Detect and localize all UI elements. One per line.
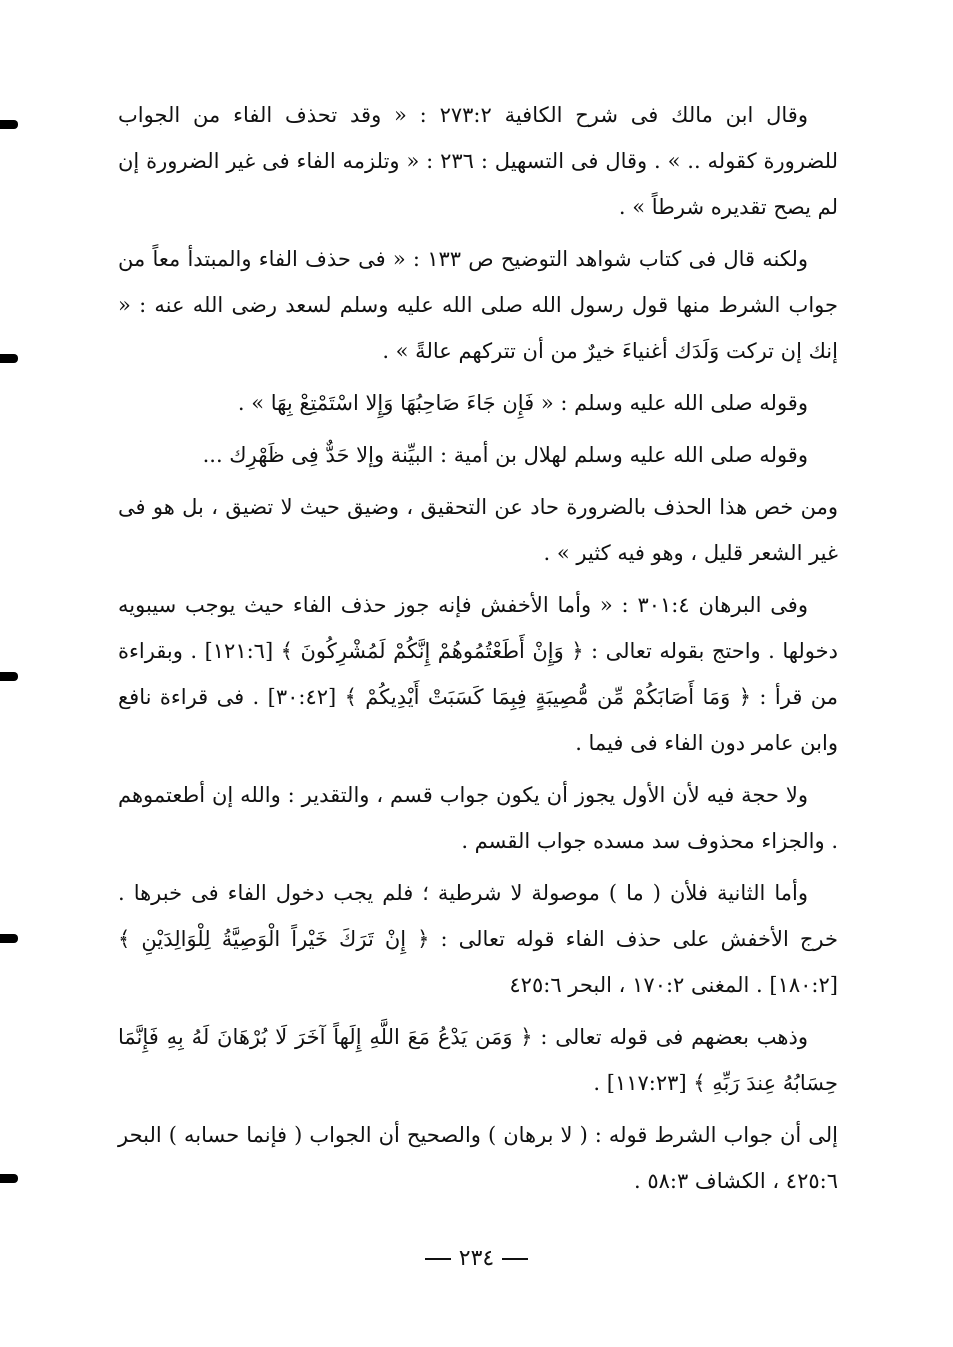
binding-mark: [0, 672, 18, 681]
paragraph-second: وأما الثانية فلأن ( ما ) موصولة لا شرطية ؛ فلم يجب دخول الفاء فى خبرها . خرج الأخفش على حذف الفاء قوله تعالى : ﴿ إِنْ تَرَكَ خَيْراً الْوَصِيَّةُ لِلْوَالِدَيْنِ ﴾ [١٨٠:٢] . المغنى ١٧٠:٢ ، البحر ٤٢٥:٦: [118, 881, 838, 997]
page-number: [0, 1246, 953, 1271]
binding-mark: [0, 120, 18, 129]
dash-right: [425, 1258, 451, 1260]
paragraph-tahqiq: ومن خص هذا الحذف بالضرورة حاد عن التحقيق ، وضيق حيث لا تضيق ، بل هو فى غير الشعر قليل ، وهو فيه كثير » .: [118, 495, 838, 565]
paragraph-hadith-1: وقوله صلى الله عليه وسلم : « فَإِن جَاءَ صَاحِبُهَا وَإِلا اسْتَمْتِعْ بِهَا » .: [237, 391, 808, 415]
binding-mark: [0, 1174, 18, 1183]
dash-left: [502, 1258, 528, 1260]
paragraph-hadith-2: وقوله صلى الله عليه وسلم لهلال بن أمية : البيِّنة وإلا حَدٌّ فِى ظَهْرِك ...: [202, 443, 808, 467]
binding-mark: [0, 934, 18, 943]
paragraph-ibn-malik: وقال ابن مالك فى شرح الكافية ٢٧٣:٢ : « وقد تحذف الفاء من الجواب للضرورة كقوله .. » . وقال فى التسهيل : ٢٣٦ : « وتلزمه الفاء فى غير الضرورة إن لم يصح تقديره شرطاً » .: [118, 103, 838, 219]
paragraph-no-proof: ولا حجة فيه لأن الأول يجوز أن يكون جواب قسم ، والتقدير : والله إن أطعتموهم . والجزاء محذوف سد مسده جواب القسم .: [118, 783, 838, 853]
page-number-text: ٢٣٤: [458, 1246, 495, 1271]
body-text: [118, 92, 838, 1210]
binding-mark: [0, 354, 18, 363]
paragraph-burhan: وفى البرهان ٣٠١:٤ : « وأما الأخفش فإنه جوز حذف الفاء حيث يوجب سيبويه دخولها . واحتج بقوله تعالى : ﴿ وَإِنْ أَطَعْتُمُوهُمْ إِنَّكُمْ لَمُشْرِكُونَ ﴾ [١٢١:٦] . وبقراءة من قرأ : ﴿ وَمَا أَصَابَكُمْ مِّن مُّصِيبَةٍ فِبِمَا كَسَبَتْ أَيْدِيكُمْ ﴾ [٣٠:٤٢] . فى قراءة نافع وابن عامر دون الفاء فى فيما .: [118, 593, 838, 755]
paragraph-some-said: وذهب بعضهم فى قوله تعالى : ﴿ وَمَن يَدْعُ مَعَ اللَّهِ إِلَهاً آخَرَ لَا بُرْهَانَ لَهُ بِهِ فَإِنَّمَا حِسَابُهُ عِندَ رَبِّهِ ﴾ [١١٧:٢٣] .: [118, 1025, 838, 1095]
paragraph-conclusion: إلى أن جواب الشرط قوله : ( لا برهان ) والصحيح أن الجواب ( فإنما حسابه ) البحر ٤٢٥:٦ ، الكشاف ٥٨:٣ .: [118, 1123, 838, 1193]
paragraph-shawahid: ولكنه قال فى كتاب شواهد التوضيح ص ١٣٣ : « فى حذف الفاء والمبتدأ معاً من جواب الشرط منها قول رسول الله صلى الله عليه وسلم لسعد رضى الله عنه : « إنك إن تركت وَلَدَك أغنياءَ خيرٌ من أن تتركهم عالةً » .: [118, 247, 838, 363]
